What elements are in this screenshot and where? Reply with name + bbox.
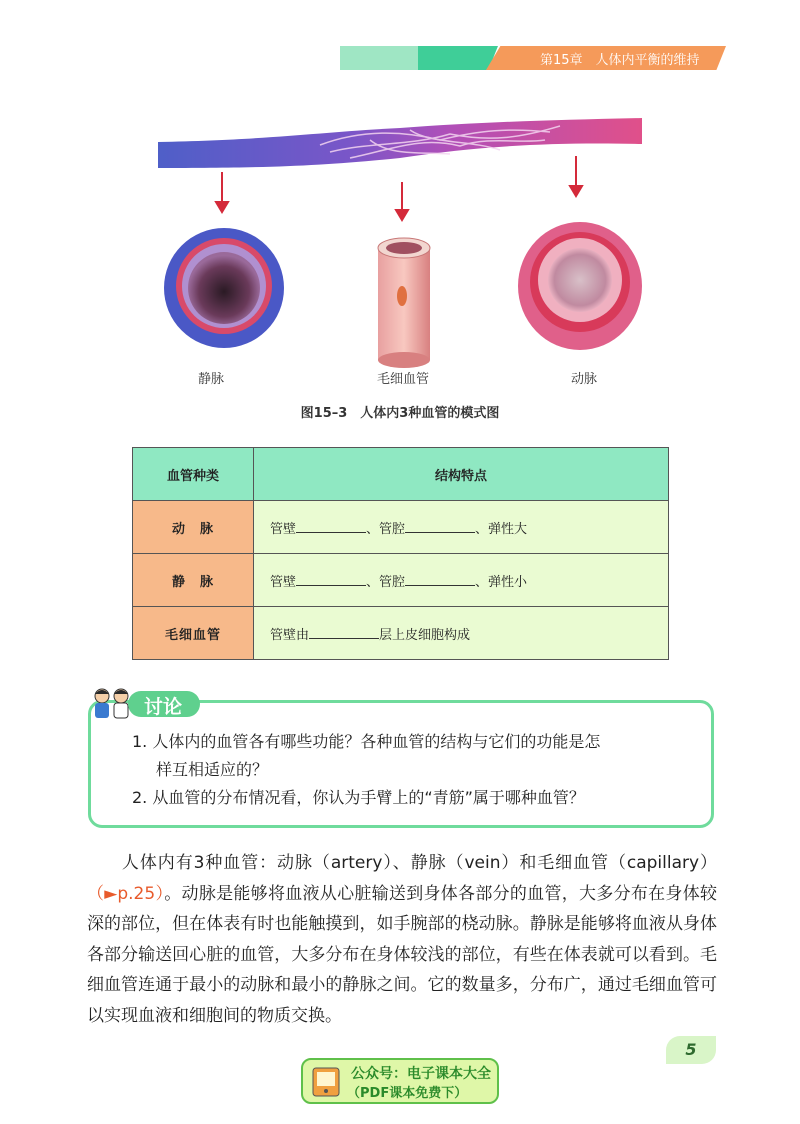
- ebook-icon: [311, 1066, 341, 1098]
- row-feature: [254, 554, 669, 607]
- discussion-title: 讨论: [144, 696, 183, 718]
- watermark-badge: [301, 1058, 499, 1104]
- table-row: [133, 501, 669, 554]
- discussion-item-2: 2. 从血管的分布情况看，你认为手臂上的“青筋”属于哪种血管？: [132, 788, 585, 807]
- artery-cross-section: [518, 222, 642, 350]
- label-artery: 动脉: [571, 372, 598, 387]
- feature-text: 管壁由: [270, 627, 310, 643]
- row-feature: [254, 501, 669, 554]
- label-vein: 静脉: [198, 372, 225, 387]
- feature-text: 管壁: [270, 521, 297, 537]
- table-header-kind: 血管种类: [133, 448, 254, 501]
- fill-blank[interactable]: [296, 573, 366, 586]
- fill-blank[interactable]: [405, 573, 475, 586]
- table-header-row: [133, 448, 669, 501]
- header-stripe-green: [418, 46, 498, 70]
- label-capillary: 毛细血管: [377, 372, 430, 387]
- row-kind: 动 脉: [133, 501, 254, 554]
- table-row: [133, 554, 669, 607]
- discussion-item-1: 1. 人体内的血管各有哪些功能？各种血管的结构与它们的功能是怎: [132, 732, 601, 751]
- capillary-tube: [378, 238, 430, 368]
- body-rest: 。动脉是能够将血液从心脏输送到身体各部分的血管，大多分布在身体较深的部位，但在体表有时也能触摸到，如手腕部的桡动脉。静脉是能够将血液从身体各部分输送回心脏的血管，大多分布在身体较浅的部位，有些在体表就可以看到。毛细血管连通于最小的动脉和最小的静脉之间。它的数量多，分布广，通过毛细血管可以实现血液和细胞间的物质交换。: [87, 883, 717, 1026]
- header-stripe-light: [340, 46, 418, 70]
- chapter-header: [340, 46, 726, 70]
- fill-blank[interactable]: [309, 626, 379, 639]
- row-feature: [254, 607, 669, 660]
- fill-blank[interactable]: [405, 520, 475, 533]
- figure-caption: 图15–3 人体内3种血管的模式图: [300, 406, 500, 421]
- vein-cross-section: [164, 228, 284, 348]
- feature-text: 层上皮细胞构成: [379, 627, 471, 643]
- row-kind: 毛细血管: [133, 607, 254, 660]
- feature-text: 、弹性大: [475, 521, 528, 537]
- row-kind: 静 脉: [133, 554, 254, 607]
- vessel-structure-table: [132, 447, 669, 660]
- blood-vessel-figure: [150, 100, 650, 390]
- fill-blank[interactable]: [296, 520, 366, 533]
- page-reference-link[interactable]: （►p.25）: [87, 883, 165, 904]
- page-number: 5: [666, 1036, 716, 1064]
- chapter-title: 第15章 人体内平衡的维持: [540, 53, 700, 68]
- feature-text: 、管腔: [366, 574, 406, 590]
- feature-text: 管壁: [270, 574, 297, 590]
- body-intro: 人体内有3种血管：动脉（artery）、静脉（vein）和毛细血管（capillary）: [121, 853, 717, 873]
- watermark-line2: （PDF课本免费下）: [347, 1086, 468, 1101]
- feature-text: 、弹性小: [475, 574, 528, 590]
- watermark-line1: 公众号：电子课本大全: [351, 1066, 491, 1082]
- table-header-feature: 结构特点: [254, 448, 669, 501]
- discussion-item-1-cont: 样互相适应的？: [156, 760, 269, 779]
- table-row: [133, 607, 669, 660]
- discussion-tag: [90, 686, 200, 720]
- feature-text: 、管腔: [366, 521, 406, 537]
- body-paragraph: [87, 848, 717, 1031]
